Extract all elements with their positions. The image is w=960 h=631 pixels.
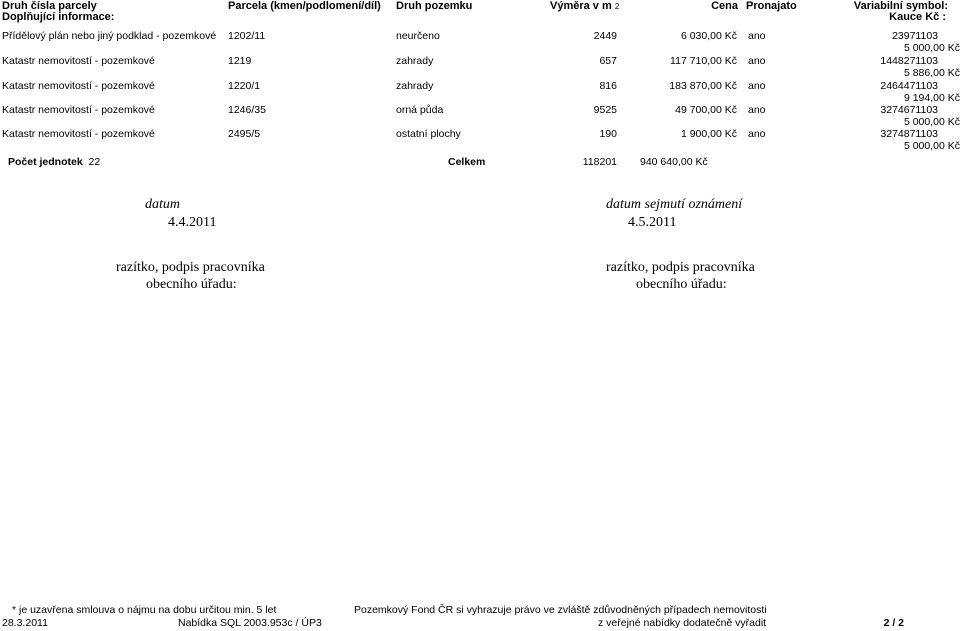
footer-note-remove: z veřejné nabídky dodatečně vyřadit (598, 617, 767, 629)
row-leased: ano (748, 55, 766, 67)
row-price: 49 700,00 Kč (675, 104, 737, 116)
row-vs: 3274671103 (880, 104, 938, 116)
stamp-right-line2: obecního úřadu: (636, 277, 727, 292)
row-deposit: 5 886,00 Kč (903, 67, 960, 79)
header-col-area-sup: 2 (614, 2, 620, 11)
row-type: Katastr nemovitostí - pozemkové (2, 80, 155, 92)
row-leased: ano (748, 104, 766, 116)
row-price: 117 710,00 Kč (670, 55, 737, 67)
header-col-extra: Doplňující informace: (2, 11, 115, 23)
row-type: Katastr nemovitostí - pozemkové (2, 128, 155, 140)
row-parcel: 1219 (228, 55, 252, 67)
row-vs: 1448271103 (880, 55, 938, 67)
header-col-leased: Pronajato (746, 0, 797, 12)
row-land: neurčeno (396, 30, 440, 42)
unit-count-label: Počet jednotek (8, 156, 83, 168)
row-land: ostatní plochy (396, 128, 461, 140)
row-deposit: 9 194,00 Kč (903, 92, 960, 104)
row-type: Katastr nemovitostí - pozemkové (2, 104, 155, 116)
stamp-left-line2: obecního úřadu: (146, 277, 237, 292)
unit-count-value: 22 (88, 156, 101, 168)
page-number: 2 / 2 (883, 617, 904, 629)
header-col-deposit: Kauce Kč : (889, 11, 946, 23)
row-parcel: 1202/11 (228, 30, 266, 42)
row-area: 190 (599, 128, 617, 140)
row-parcel: 1220/1 (228, 80, 261, 92)
row-vs: 2464471103 (880, 80, 938, 92)
row-leased: ano (748, 30, 766, 42)
header-col-parcel: Parcela (kmen/podlomení/díl) (228, 0, 381, 12)
row-vs: 23971103 (892, 30, 938, 42)
date-label: datum (145, 197, 180, 212)
header-col-area (550, 0, 619, 12)
footer-note-lease: * je uzavřena smlouva o nájmu na dobu určitou min. 5 let (12, 604, 277, 616)
header-col-land: Druh pozemku (396, 0, 473, 12)
row-deposit: 5 000,00 Kč (903, 140, 960, 152)
removal-date-value: 4.5.2011 (628, 215, 677, 230)
total-area: 118201 (582, 156, 617, 168)
row-type: Katastr nemovitostí - pozemkové (2, 55, 155, 67)
stamp-left-line1: razítko, podpis pracovníka (116, 260, 265, 275)
removal-date-label: datum sejmutí oznámení (606, 197, 743, 212)
row-area: 2449 (593, 30, 617, 42)
header-col-vs: Variabilní symbol: (853, 0, 948, 12)
total-price: 940 640,00 Kč (640, 156, 708, 168)
header-col-type: Druh čísla parcely (2, 0, 97, 12)
row-area: 816 (599, 80, 617, 92)
total-label: Celkem (448, 156, 486, 168)
row-vs: 3274871103 (880, 128, 938, 140)
row-price: 1 900,00 Kč (680, 128, 737, 140)
row-price: 6 030,00 Kč (680, 30, 737, 42)
row-parcel: 2495/5 (228, 128, 261, 140)
row-deposit: 5 000,00 Kč (903, 116, 960, 128)
footer-offer: Nabídka SQL 2003.953c / ÚP3 (178, 617, 322, 629)
row-leased: ano (748, 80, 766, 92)
date-value: 4.4.2011 (168, 215, 217, 230)
header-col-price: Cena (711, 0, 738, 12)
row-area: 9525 (593, 104, 617, 116)
row-price: 183 870,00 Kč (669, 80, 737, 92)
row-leased: ano (748, 128, 766, 140)
row-land: orná půda (396, 104, 444, 116)
row-type: Přídělový plán nebo jiný podklad - pozemkové (2, 30, 217, 42)
row-area: 657 (599, 55, 617, 67)
stamp-right-line1: razítko, podpis pracovníka (606, 260, 755, 275)
row-land: zahrady (396, 55, 434, 67)
footer-date: 28.3.2011 (2, 617, 48, 629)
row-parcel: 1246/35 (228, 104, 266, 116)
header-col-area-label: Výměra v m (550, 0, 612, 12)
footer-note-rights: Pozemkový Fond ČR si vyhrazuje právo ve zvláště zdůvodněných případech nemovitosti (354, 604, 767, 616)
unit-count (8, 156, 100, 168)
row-land: zahrady (396, 80, 434, 92)
row-deposit: 5 000,00 Kč (903, 42, 960, 54)
